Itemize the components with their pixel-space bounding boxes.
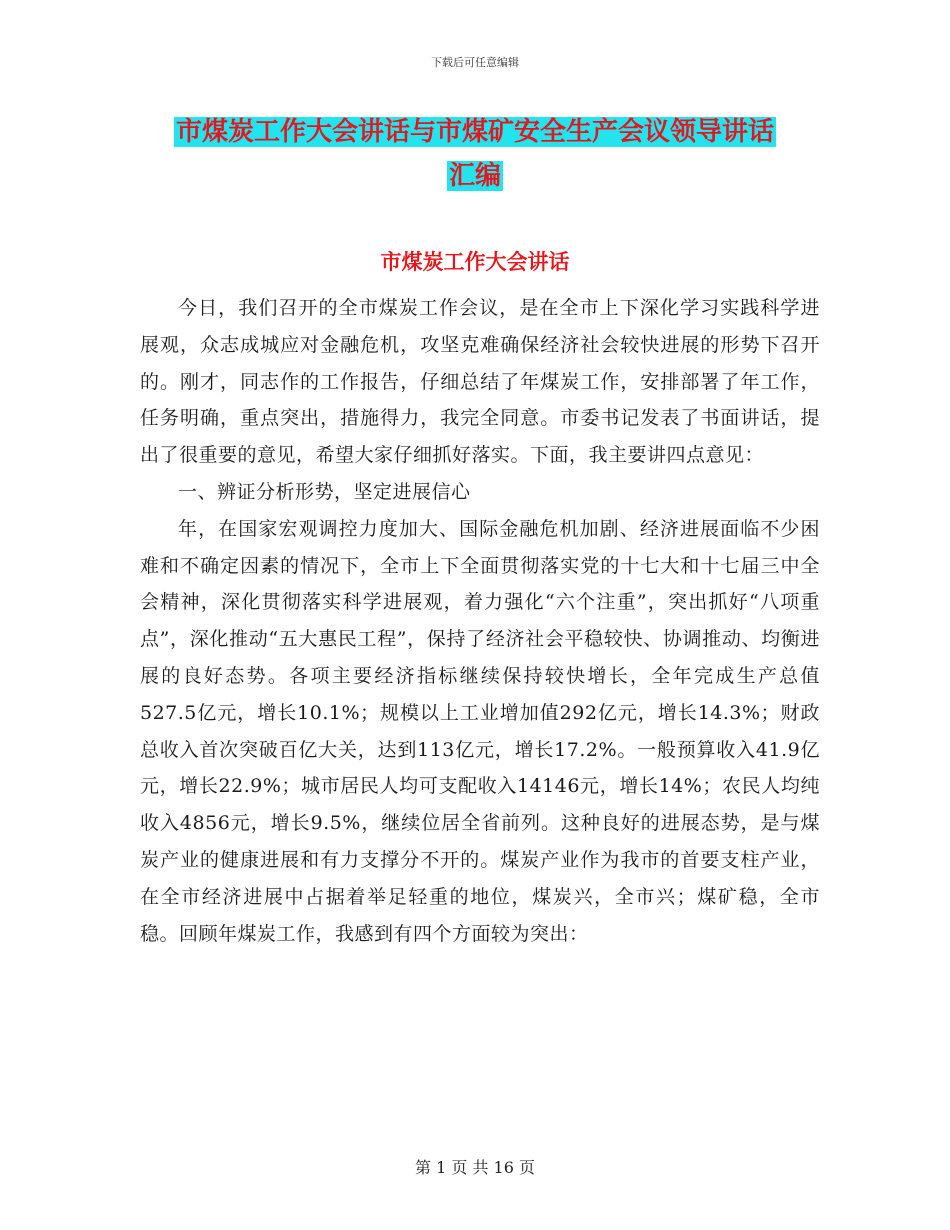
title-line-1: 市煤炭工作大会讲话与市煤矿安全生产会议领导讲话	[175, 117, 774, 147]
header-note: 下载后可任意编辑	[431, 56, 519, 69]
paragraph-main: 年，在国家宏观调控力度加大、国际金融危机加剧、经济进展面临不少困难和不确定因素的情况下，全市上下全面贯彻落实党的十七大和十七届三中全会精神，深化贯彻落实科学进展观，着力强化“六个注重”，突出抓好“八项重点”，深化推动“五大惠民工程”，保持了经济社会平稳较快、协调推动、均衡进展的良好态势。各项主要经济指标继续保持较快增长，全年完成生产总值527.5亿元，增长10.1%；规模以上工业增加值292亿元，增长14.3%；财政总收入首次突破百亿大关，达到113亿元，增长17.2%。一般预算收入41.9亿元，增长22.9%；城市居民人均可支配收入14146元，增长14%；农民人均纯收入4856元，增长9.5%，继续位居全省前列。这种良好的进展态势，是与煤炭产业的健康进展和有力支撑分不开的。煤炭产业作为我市的首要支柱产业，在全市经济进展中占据着举足轻重的地位，煤炭兴，全市兴；煤矿稳，全市稳。回顾年煤炭工作，我感到有四个方面较为突出：	[140, 517, 820, 945]
document-title	[0, 110, 950, 198]
paragraph-heading-1: 一、辨证分析形势，坚定进展信心	[178, 480, 471, 503]
body-text	[140, 290, 820, 952]
title-line-2: 汇编	[448, 161, 501, 191]
section-title: 市煤炭工作大会讲话	[380, 250, 570, 274]
page-number: 第 1 页 共 16 页	[415, 1158, 535, 1177]
paragraph-intro: 今日，我们召开的全市煤炭工作会议，是在全市上下深化学习实践科学进展观，众志成城应对金融危机，攻坚克难确保经济社会较快进展的形势下召开的。刚才，同志作的工作报告，仔细总结了年煤炭工作，安排部署了年工作，任务明确，重点突出，措施得力，我完全同意。市委书记发表了书面讲话，提出了很重要的意见，希望大家仔细抓好落实。下面，我主要讲四点意见：	[140, 297, 820, 467]
